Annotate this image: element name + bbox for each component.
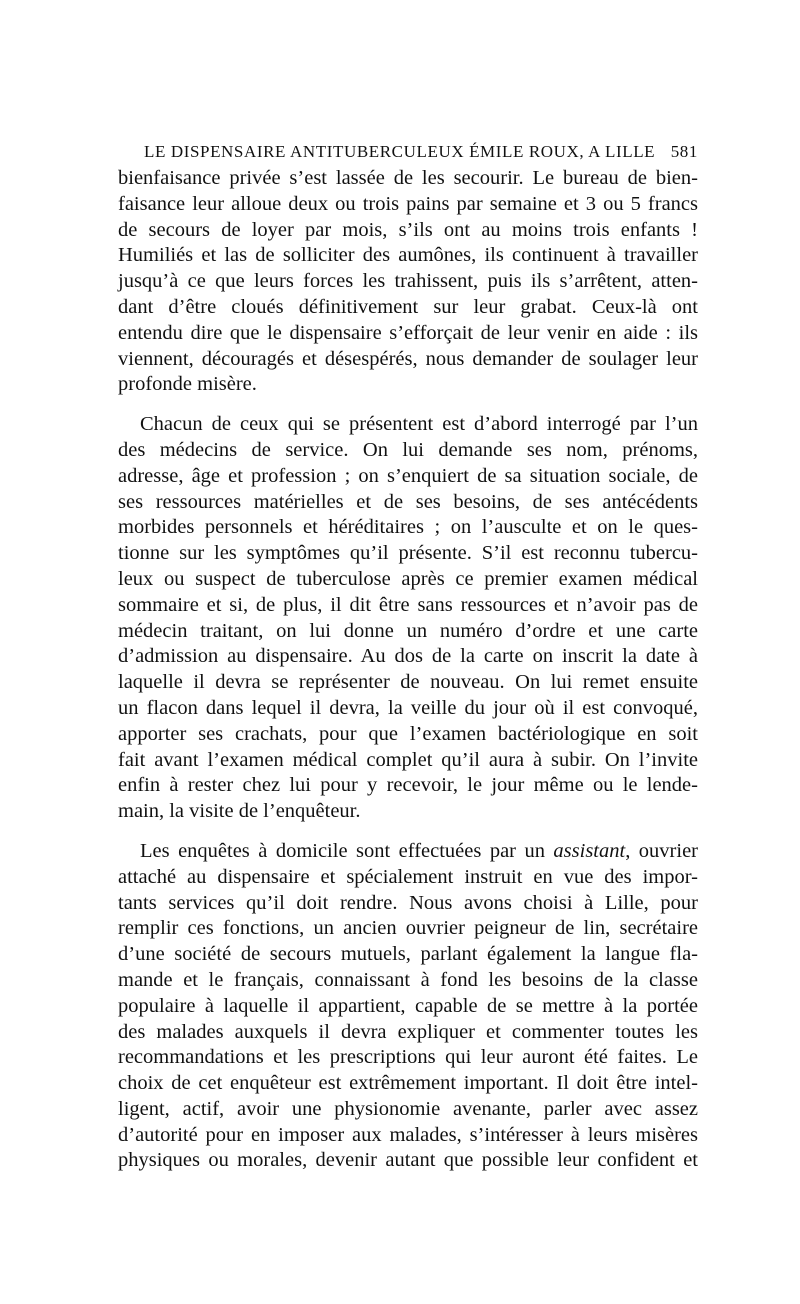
running-title: LE DISPENSAIRE ANTITUBERCULEUX ÉMILE ROUX, A LILLE [144,142,656,161]
text-line: d’admission au dispensaire. Au dos de la carte on inscrit la date à [118,645,698,668]
text-line: viennent, découragés et désespérés, nous demander de soulager leur [118,347,698,370]
text-line: bienfaisance privée s’est lassée de les secourir. Le bureau de bien- [118,167,698,189]
text-line: Chacun de ceux qui se présentent est d’abord interrogé par l’un [140,413,698,436]
text-line: Humiliés et las de solliciter des aumônes, ils continuent à travailler [118,244,698,267]
paragraph-3 [118,839,698,1174]
text-line: choix de cet enquêteur est extrêmement important. Il doit être intel- [118,1072,698,1095]
text-line: remplir ces fonctions, un ancien ouvrier peigneur de lin, secrétaire [118,917,698,940]
text-line: apporter ses crachats, pour que l’examen bactériologique en soit [118,722,698,745]
text-line: adresse, âge et profession ; on s’enquiert de sa situation sociale, de [118,464,698,487]
text-line: fait avant l’examen médical complet qu’il aura à subir. On l’invite [118,748,698,771]
text-line: tants services qu’il doit rendre. Nous avons choisi à Lille, pour [118,891,698,914]
text-line: de secours de loyer par mois, s’ils ont au moins trois enfants ! [118,218,698,241]
book-page [118,138,698,1174]
text-line: ligent, actif, avoir une physionomie avenante, parler avec assez [118,1097,698,1120]
paragraph-2 [118,412,698,825]
text-line: médecin traitant, on lui donne un numéro d’ordre et une carte [118,619,698,642]
text-line: laquelle il devra se représenter de nouveau. On lui remet ensuite [118,671,698,694]
text-line: tionne sur les symptômes qu’il présente. S’il est reconnu tubercu- [118,542,698,565]
text-fragment: Les enquêtes à domicile sont effectuées par un [140,839,554,862]
text-fragment: , ouvrier [625,839,698,862]
text-line: ses ressources matérielles et de ses besoins, de ses antécédents [118,490,698,513]
text-line: entendu dire que le dispensaire s’efforçait de leur venir en aide : ils [118,321,698,344]
text-line: leux ou suspect de tuberculose après ce premier examen médical [118,567,698,590]
text-line: physiques ou morales, devenir autant que possible leur confident et [118,1149,698,1172]
text-line: d’autorité pour en imposer aux malades, s’intéresser à leurs misères [118,1123,698,1146]
paragraph-1 [118,166,698,398]
text-line: des malades auxquels il devra expliquer et commenter toutes les [118,1020,698,1043]
text-line: d’une société de secours mutuels, parlant également la langue fla- [118,943,698,966]
text-line: dant d’être cloués définitivement sur leur grabat. Ceux-là ont [118,295,698,318]
text-line: un flacon dans lequel il devra, la veille du jour où il est convoqué, [118,696,698,719]
text-line: recommandations et les prescriptions qui leur auront été faites. Le [118,1046,698,1069]
page-number: 581 [670,142,698,161]
text-line: faisance leur alloue deux ou trois pains par semaine et 3 ou 5 francs [118,192,698,215]
text-line: jusqu’à ce que leurs forces les trahissent, puis ils s’arrêtent, atten- [118,270,698,293]
text-line-with-emphasis [118,839,698,865]
text-line: mande et le français, connaissant à fond les besoins de la classe [118,968,698,991]
text-line: sommaire et si, de plus, il dit être sans ressources et n’avoir pas de [118,593,698,616]
text-line: enfin à rester chez lui pour y recevoir, le jour même ou le lende- [118,774,698,797]
text-line: main, la visite de l’enquêteur. [118,800,361,823]
text-line: des médecins de service. On lui demande ses nom, prénoms, [118,438,698,461]
text-line: morbides personnels et héréditaires ; on l’ausculte et on le ques- [118,516,698,539]
text-line: populaire à laquelle il appartient, capable de se mettre à la portée [118,994,698,1017]
emphasis-assistant: assistant [553,839,626,862]
running-head [118,138,698,166]
text-line: attaché au dispensaire et spécialement instruit en vue des impor- [118,865,698,888]
text-line: profonde misère. [118,373,257,396]
